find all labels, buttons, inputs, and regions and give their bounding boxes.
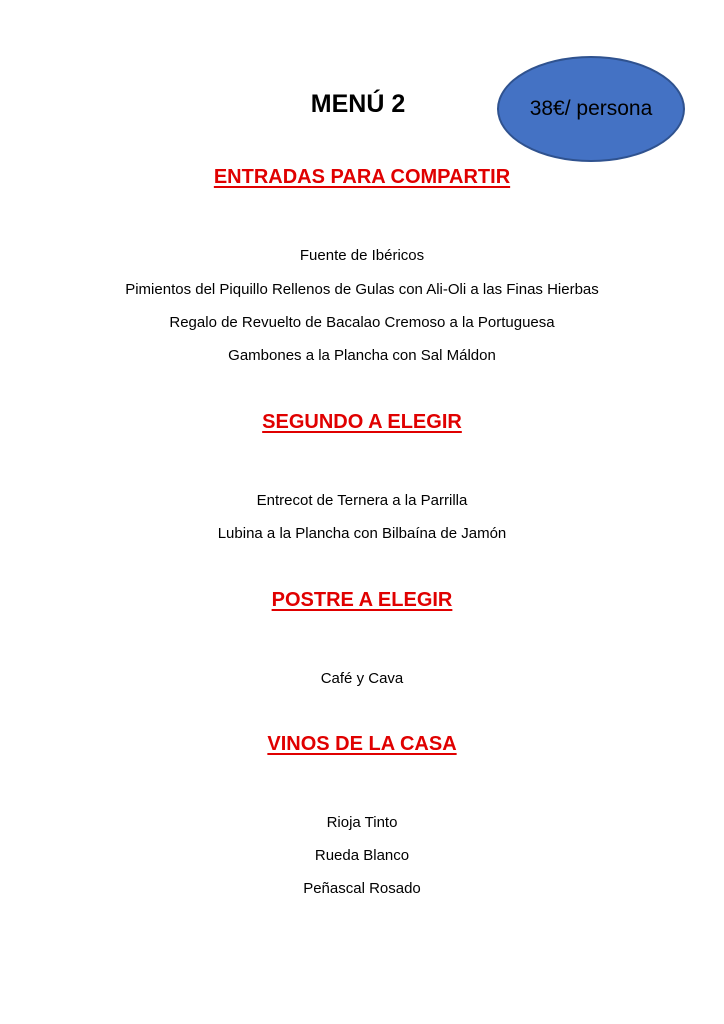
menu-title: MENÚ 2 [310, 90, 406, 118]
menu-item: Regalo de Revuelto de Bacalao Cremoso a la Portuguesa [169, 314, 555, 331]
menu-item: Lubina a la Plancha con Bilbaína de Jamón [217, 525, 507, 542]
section-heading-postre: POSTRE A ELEGIR [271, 589, 453, 611]
section-heading-segundo: SEGUNDO A ELEGIR [262, 411, 462, 433]
menu-item: Gambones a la Plancha con Sal Máldon [228, 347, 496, 364]
section-heading-vinos: VINOS DE LA CASA [267, 733, 457, 755]
menu-item: Rueda Blanco [314, 847, 410, 864]
menu-item: Café y Cava [320, 670, 404, 687]
price-badge [497, 56, 685, 162]
section-heading-entradas: ENTRADAS PARA COMPARTIR [213, 166, 511, 188]
price-label: 38€/ persona [529, 97, 653, 120]
menu-item: Peñascal Rosado [303, 880, 421, 897]
menu-item: Fuente de Ibéricos [299, 247, 425, 264]
menu-item: Entrecot de Ternera a la Parrilla [256, 492, 468, 509]
menu-item: Pimientos del Piquillo Rellenos de Gulas con Ali-Oli a las Finas Hierbas [125, 281, 599, 298]
menu-item: Rioja Tinto [326, 814, 398, 831]
